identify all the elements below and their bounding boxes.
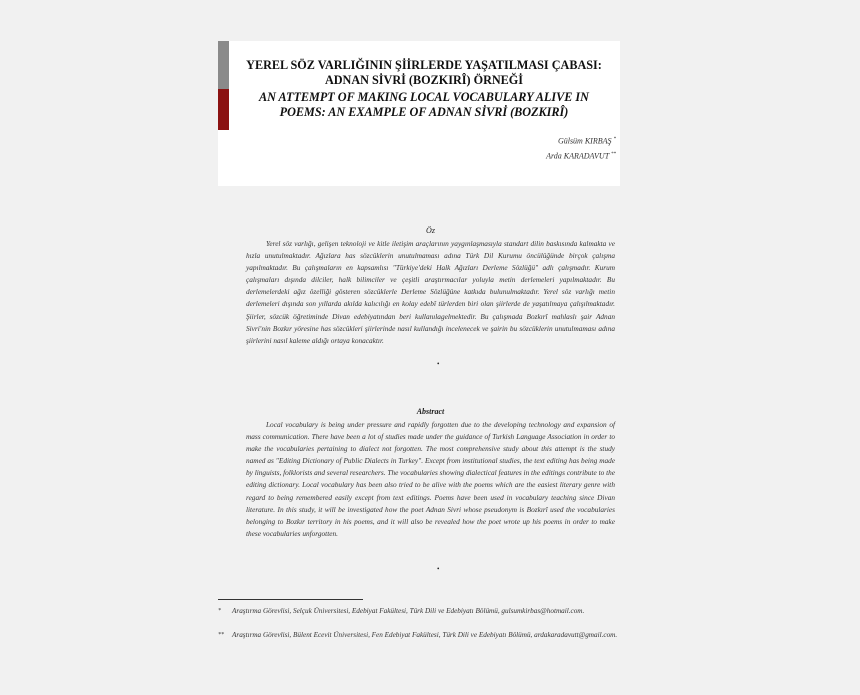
title-english-line1: AN ATTEMPT OF MAKING LOCAL VOCABULARY ALIVE IN bbox=[259, 90, 589, 104]
title-turkish-line2: ADNAN SİVRİ (BOZKIRÎ) ÖRNEĞİ bbox=[324, 73, 524, 87]
oz-heading: Öz bbox=[426, 226, 435, 235]
abstract-bullet: • bbox=[437, 565, 440, 573]
oz-text: Yerel söz varlığı, gelişen teknoloji ve kitle iletişim araçlarının yaygınlaşmasıyla standart dilin baskısında kalmakta ve hızla unutulmaktadır. Ağızlara has sözcüklerin unutulmaması adına Türk Dil Kurumu öncülüğünde birçok çalışma yapılmaktadır. Bu çalışmaların en kapsamlısı "Türkiye'deki Halk Ağızları Derleme Sözlüğü" adlı çalışmadır. Kurum çalışmaları dışında dilciler, halk bilimciler ve çeşitli araştırmacılar yoluyla metin derlemeleri yapılmaktadır. Bu derlemelerdeki ağız özelliği gösteren sözcüklerle Derleme Sözlüğüne katkıda bulunulmaktadır. Yerel söz varlığı metin derlemeleri dışında son yıllarda akılda kalıcılığı en kolay edebî türlerden biri olan şiirlerde de yaşatılmaya çalışılmaktadır. Şiirler, sözcük öğretiminde Divan edebiyatından beri kullanılagelmektedir. Bu çalışmada Bozkırî mahlaslı şair Adnan Sivri'nin Bozkır yöresine has sözcükleri şiirlerinde nasıl kullandığı incelenecek ve şairin bu sözcüklerin unutulmaması adına şiirlerini nasıl kaleme aldığı ortaya konacaktır. bbox=[246, 239, 615, 345]
title-turkish bbox=[236, 58, 612, 88]
footnote-2: ** Araştırma Görevlisi, Bülent Ecevit Üniversitesi, Fen Edebiyat Fakültesi, Türk Dili ve Edebiyatı Bölümü, ardakaradavutt@gmail.com. bbox=[218, 631, 618, 639]
title-turkish-line1: YEREL SÖZ VARLIĞININ ŞİİRLERDE YAŞATILMASI ÇABASI: bbox=[246, 58, 602, 72]
authors bbox=[546, 133, 616, 162]
abstract-heading: Abstract bbox=[416, 407, 445, 416]
oz-bullet: • bbox=[437, 360, 440, 368]
accent-bar-gray bbox=[218, 41, 229, 89]
title-english bbox=[236, 90, 612, 120]
accent-bar-red bbox=[218, 89, 229, 130]
author-2: Arda KARADAVUT ** bbox=[546, 151, 616, 161]
paper-title bbox=[236, 58, 612, 120]
author-1: Gülsüm KIRBAŞ * bbox=[557, 136, 616, 146]
footnote-1: * Araştırma Görevlisi, Selçuk Üniversitesi, Edebiyat Fakültesi, Türk Dili ve Edebiyatı Bölümü, gulsumkirbas@hotmail.com. bbox=[218, 607, 585, 615]
abstract-text: Local vocabulary is being under pressure and rapidly forgotten due to the developing technology and expansion of mass communication. There have been a lot of studies made under the guidance of Turkish Language Association in order to make the vocabularies pertaining to dialect not forgotten. The most comprehensive study about this attempt is the study named as "Editing Dictionary of Public Dialects in Turkey". Except from institutional studies, the text editing has being made by linguists, folklorists and several researchers. The vocabularies showing dialectical features in the editings contribute to the editing dictionary. Local vocabulary has been also tried to be alive with the poems which are the easiest literary genre with regard to being remembered easily except from text editings. Poems have been used in vocabulary teaching since Divan literature. In this study, it will be investigated how the poet Adnan Sivri whose pseudonym is Bozkırî used the vocabularies belonging to Bozkır territory in his poems, and it will also be revealed how the poet wrote up his poems in order to make these vocabularies unforgotten. bbox=[246, 420, 615, 538]
footnote-divider bbox=[218, 599, 363, 600]
title-english-line2: POEMS: AN EXAMPLE OF ADNAN SİVRİ (BOZKIRÎ) bbox=[279, 105, 569, 119]
